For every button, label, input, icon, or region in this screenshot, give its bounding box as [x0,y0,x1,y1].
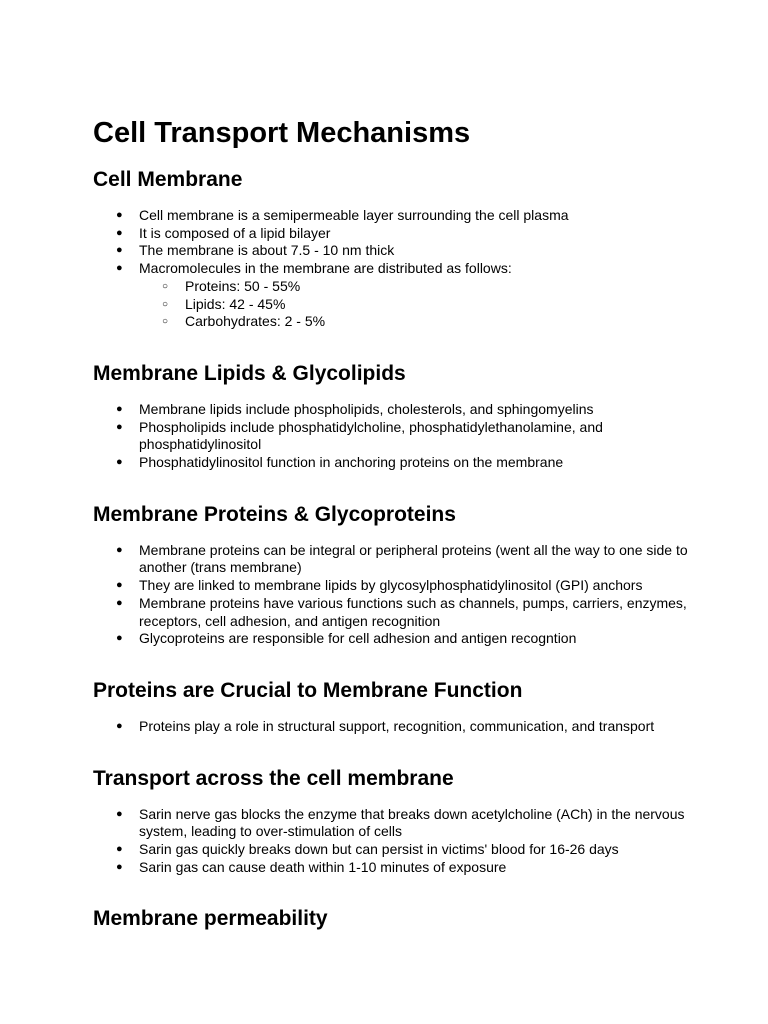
bullet-icon: ● [116,596,123,609]
list-item [93,577,688,595]
list-item [93,454,688,472]
list-item-text: Sarin gas quickly breaks down but can persist in victims' blood for 16-26 days [139,841,619,858]
section-heading-transport: Transport across the cell membrane [93,766,454,790]
section-heading-membrane-permeability: Membrane permeability [93,907,328,931]
bullet-icon: ● [116,209,123,221]
list-item [93,859,688,877]
sub-list-item [139,313,688,331]
list-item-text: Sarin nerve gas blocks the enzyme that breaks down acetylcholine (ACh) in the nervous system, leading to over-stimulation of cells [139,805,685,840]
sub-list-item [139,278,688,296]
bullet-icon: ● [116,807,123,820]
list-item [93,225,688,243]
bullet-icon: ● [116,244,123,257]
sub-list-item [139,296,688,314]
list-item-text: Sarin gas can cause death within 1-10 minutes of exposure [139,858,507,875]
list-item-text: Proteins play a role in structural support, recognition, communication, and transport [139,717,655,734]
sub-bullet-list [139,278,688,331]
sub-list-item-text: Proteins: 50 - 55% [185,277,301,294]
list-item [93,595,688,630]
list-item-text: Membrane lipids include phospholipids, cholesterols, and sphingomyelins [139,400,594,417]
list-item-text: Phospholipids include phosphatidylcholine, phosphatidylethanolamine, and phosphatidylinositol [139,418,603,453]
list-item-text: Membrane proteins can be integral or peripheral proteins (went all the way to one side to another (trans membrane) [139,541,688,576]
sub-list-item-text: Lipids: 42 - 45% [185,295,286,312]
section-heading-membrane-lipids: Membrane Lipids & Glycolipids [93,361,406,385]
list-item [93,207,688,225]
bullet-list-proteins-crucial [93,718,688,736]
bullet-icon: ● [116,632,123,645]
list-item-text: The membrane is about 7.5 - 10 nm thick [139,242,395,259]
list-item-text: It is composed of a lipid bilayer [139,224,331,241]
section-heading-membrane-proteins: Membrane Proteins & Glycoproteins [93,502,456,526]
list-item [93,242,688,260]
section-heading-proteins-crucial: Proteins are Crucial to Membrane Function [93,678,523,702]
sub-bullet-icon: ○ [162,316,169,328]
list-item-text: Macromolecules in the membrane are distributed as follows: [139,260,512,277]
bullet-list-cell-membrane [93,207,688,331]
section-heading-cell-membrane: Cell Membrane [93,168,243,191]
bullet-icon: ● [116,843,123,856]
list-item [93,841,688,859]
list-item [93,542,688,577]
bullet-icon: ● [116,262,123,275]
bullet-list-membrane-proteins [93,542,688,648]
list-item [93,630,688,648]
sub-list-item-text: Carbohydrates: 2 - 5% [185,313,326,330]
bullet-icon: ● [116,226,123,239]
bullet-icon: ● [116,719,123,732]
bullet-icon: ● [116,420,123,433]
bullet-list-transport [93,806,688,877]
sub-bullet-icon: ○ [162,280,169,292]
document-title: Cell Transport Mechanisms [93,117,471,149]
list-item [93,401,688,419]
list-item-text: Membrane proteins have various functions such as channels, pumps, carriers, enzymes, receptors, cell adhesion, and antigen recognition [139,594,687,629]
list-item [93,260,688,331]
bullet-icon: ● [116,579,123,592]
list-item [93,718,688,736]
list-item-text: Phosphatidylinositol function in anchoring proteins on the membrane [139,454,564,471]
list-item-text: Glycoproteins are responsible for cell adhesion and antigen recogntion [139,630,577,647]
list-item-text: Cell membrane is a semipermeable layer surrounding the cell plasma [139,207,569,223]
list-item [93,419,688,454]
list-item [93,806,688,841]
bullet-icon: ● [116,860,123,873]
sub-bullet-icon: ○ [162,298,169,310]
bullet-icon: ● [116,456,123,469]
bullet-icon: ● [116,543,123,556]
bullet-list-membrane-lipids [93,401,688,472]
list-item-text: They are linked to membrane lipids by glycosylphosphatidylinositol (GPI) anchors [139,577,643,594]
bullet-icon: ● [116,402,123,415]
